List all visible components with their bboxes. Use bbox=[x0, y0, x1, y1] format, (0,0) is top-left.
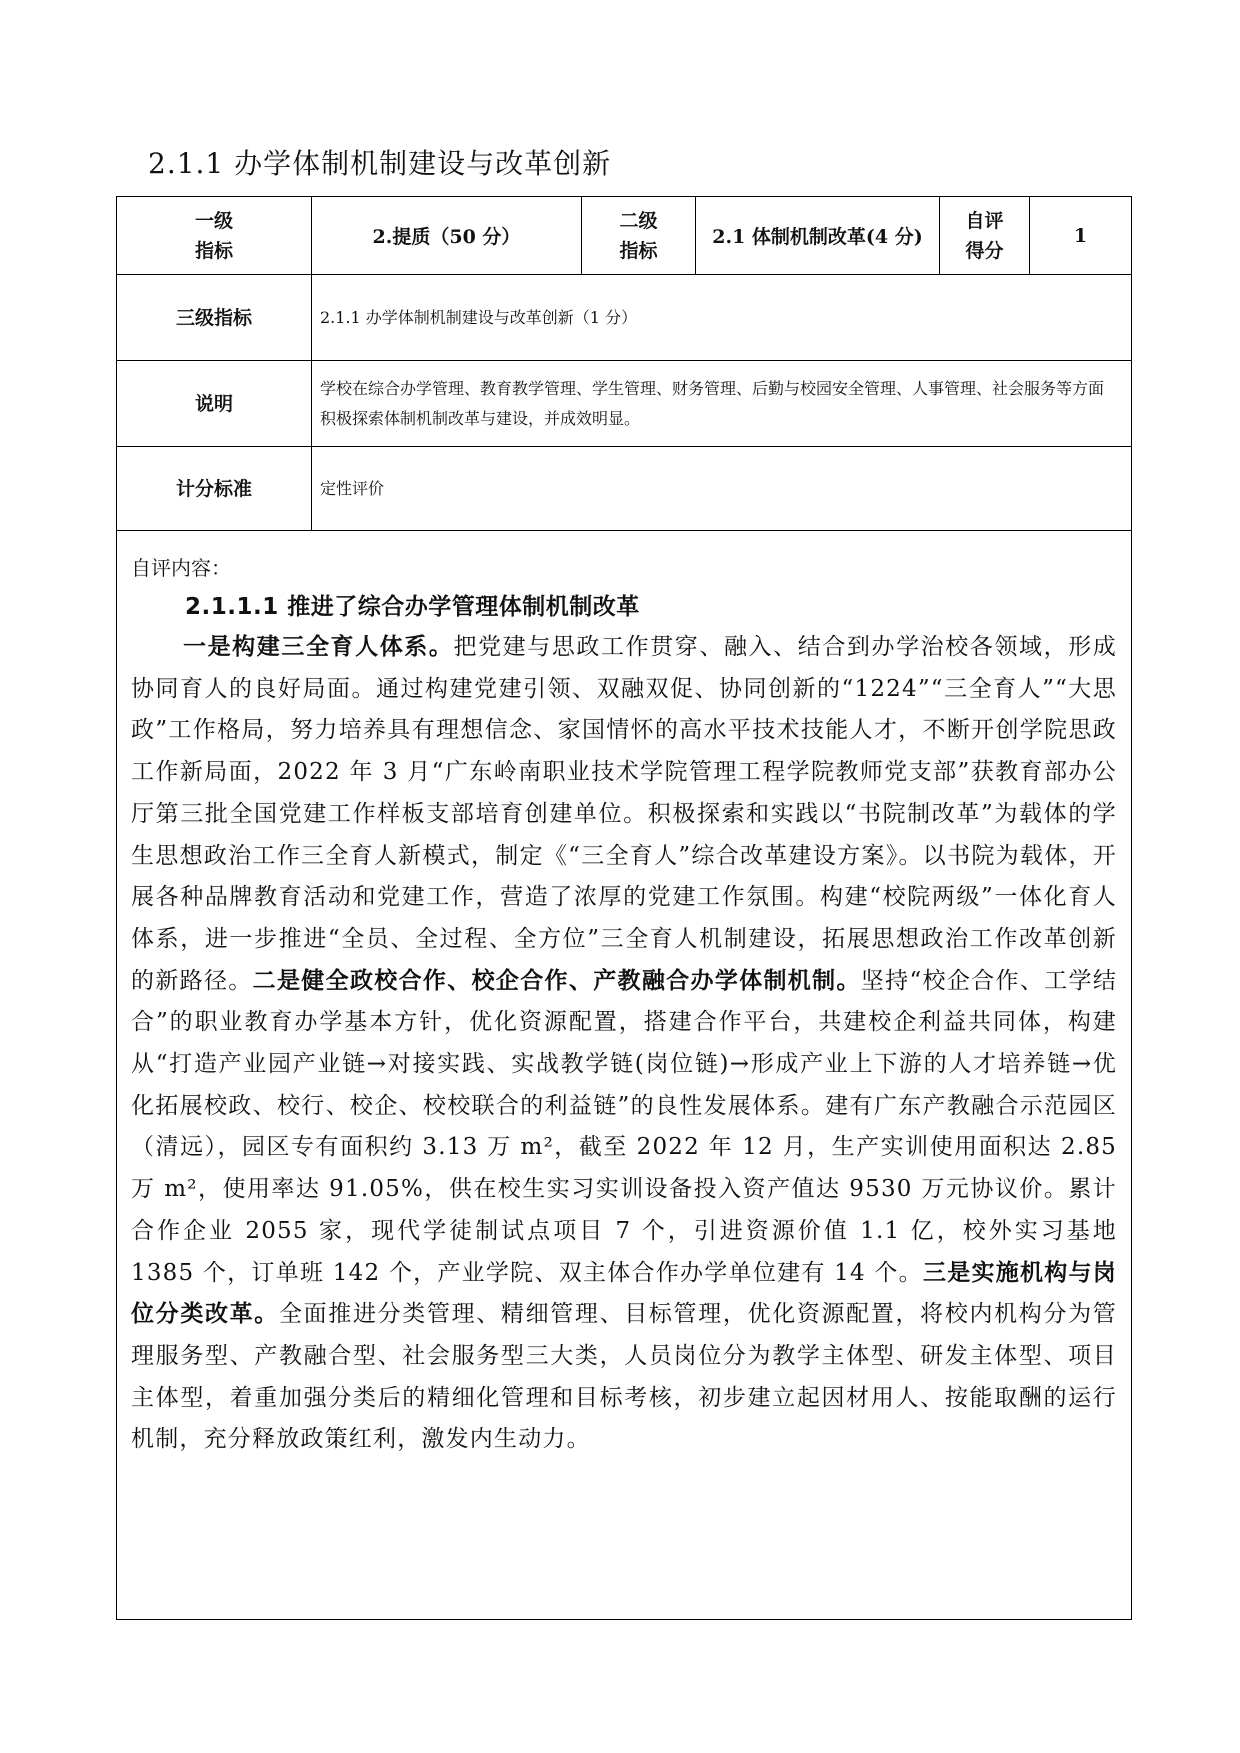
point-three-heading: 三是实施机构与岗位分类改革。 bbox=[131, 1259, 1117, 1328]
description-label: 说明 bbox=[194, 392, 233, 415]
level3-value: 2.1.1 办学体制机制建设与改革创新（1 分） bbox=[311, 275, 1131, 360]
level3-label: 三级指标 bbox=[175, 306, 252, 329]
self-evaluation-intro: 自评内容： bbox=[131, 556, 231, 580]
point-one-text: 把党建与思政工作贯穿、融入、结合到办学治校各领域，形成协同育人的良好局面。通过构建党建引领、双融双促、协同创新的“1224”“三全育人”“大思政”工作格局，努力培养具有理想信念、家国情怀的高水平技术技能人才，不断开创学院思政工作新局面，2022 年 3 月“广东岭南职业技术学院管理工程学院教师党支部”获教育部办公厅第三批全国党建工作样板支部培育创建单位。积极探索和实践以“书院制改革”为载体的学生思想政治工作三全育人新模式，制定《“三全育人”综合改革建设方案》。以书院为载体，开展各种品牌教育活动和党建工作，营造了浓厚的党建工作氛围。构建“校院两级”一体化育人体系，进一步推进“全员、全过程、全方位”三全育人机制建设，拓展思想政治工作改革创新的新路径。 bbox=[131, 634, 1117, 994]
level3-row bbox=[117, 275, 1131, 361]
point-three-text: 全面推进分类管理、精细管理、目标管理，优化资源配置，将校内机构分为管理服务型、产教融合型、社会服务型三大类，人员岗位分为教学主体型、研发主体型、项目主体型，着重加强分类后的精细化管理和目标考核，初步建立起因材用人、按能取酬的运行机制，充分释放政策红利，激发内生动力。 bbox=[131, 1301, 1117, 1453]
point-two-text: 坚持“校企合作、工学结合”的职业教育办学基本方针，优化资源配置，搭建合作平台，共建校企利益共同体，构建从“打造产业园产业链→对接实践、实战教学链(岗位链)→形成产业上下游的人才培养链→优化拓展校政、校行、校企、校校联合的利益链”的良性发展体系。建有广东产教融合示范园区（清远），园区专有面积约 3.13 万 m²，截至 2022 年 12 月，生产实训使用面积达 2.85 万 m²，使用率达 91.05%，供在校生实习实训设备投入资产值达 9530 万元协议价。累计合作企业 2055 家，现代学徒制试点项目 7 个，引进资源价值 1.1 亿，校外实习基地 1385 个，订单班 142 个，产业学院、双主体合作办学单位建有 14 个。 bbox=[131, 967, 1118, 1286]
level2-label: 二级 指标 bbox=[581, 197, 695, 274]
criteria-row bbox=[117, 447, 1131, 531]
level2-value: 2.1 体制机制改革(4 分) bbox=[695, 197, 939, 274]
description-row bbox=[117, 361, 1131, 447]
score-label: 自评 得分 bbox=[939, 197, 1029, 274]
page-title: 2.1.1 办学体制机制建设与改革创新 bbox=[148, 147, 612, 180]
criteria-value: 定性评价 bbox=[311, 447, 1131, 530]
point-two-heading: 二是健全政校合作、校企合作、产教融合办学体制机制。 bbox=[252, 967, 861, 994]
level1-label: 一级 指标 bbox=[194, 209, 233, 262]
level1-value: 2.提质（50 分） bbox=[311, 197, 581, 274]
score-value: 1 bbox=[1029, 197, 1131, 274]
self-evaluation-section bbox=[117, 531, 1131, 1619]
section-subheading: 2.1.1.1 推进了综合办学管理体制机制改革 bbox=[185, 594, 640, 620]
self-evaluation-body bbox=[131, 627, 1117, 1461]
point-one-heading: 一是构建三全育人体系。 bbox=[183, 634, 454, 660]
description-value: 学校在综合办学管理、教育教学管理、学生管理、财务管理、后勤与校园安全管理、人事管理、社会服务等方面积极探索体制机制改革与建设，并成效明显。 bbox=[311, 361, 1131, 446]
criteria-label: 计分标准 bbox=[175, 477, 252, 500]
indicator-row bbox=[117, 197, 1131, 275]
evaluation-table bbox=[116, 196, 1132, 1620]
